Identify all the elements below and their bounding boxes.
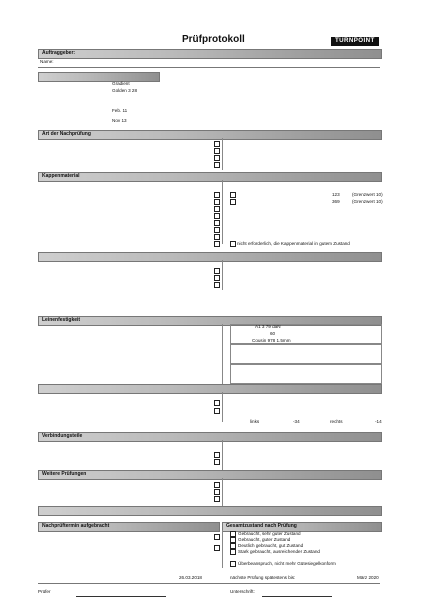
section-title: Nachprüftermin aufgebracht: [42, 522, 110, 529]
kappen-result-1: 123: [332, 192, 340, 197]
gesamt-cb-4[interactable]: [230, 549, 236, 555]
kappen-cb-5[interactable]: [214, 220, 220, 226]
section-title: Leinenfestigkeit: [42, 316, 81, 323]
section-title: Weitere Prüfungen: [42, 470, 87, 477]
section-title: Art der Nachprüfung: [42, 130, 91, 137]
model-value: Golden 3 28: [112, 88, 138, 93]
weitere-cb-2[interactable]: [214, 489, 220, 495]
kappen-cb-2[interactable]: [214, 199, 220, 205]
kappen-cb-8[interactable]: [214, 241, 220, 247]
section-art: [38, 130, 382, 140]
section-nachpruef: [38, 522, 220, 532]
kappen-cb-1[interactable]: [214, 192, 220, 198]
leinen-value-2: 60: [270, 331, 276, 336]
page-title: Prüfprotokoll: [182, 34, 245, 45]
geometrie-cb-1[interactable]: [214, 400, 220, 406]
nachpruef-nein-cb[interactable]: [214, 545, 220, 551]
leinen-cb-3[interactable]: [214, 282, 220, 288]
kappen-result-2: 369: [332, 199, 340, 204]
leinen-cb-1[interactable]: [214, 268, 220, 274]
leinen-value-1: A1 3 79 daN: [255, 324, 281, 329]
section-title: Auftraggeber:: [42, 49, 76, 56]
section-leinengeometrie: [38, 384, 382, 394]
date-value: Feb. 11: [112, 108, 128, 113]
measure-rechts-value: -14: [375, 419, 382, 424]
next-check-label: nächste Prüfung spätestens bis:: [230, 575, 296, 580]
gesamt-cb-6[interactable]: [230, 561, 236, 567]
section-weitere: [38, 470, 382, 480]
checkbox-periodische[interactable]: [214, 141, 220, 147]
pruefer-label: Prüfer: [38, 589, 51, 594]
next-check-value: März 2020: [357, 575, 379, 580]
checkbox-anweisungen[interactable]: [214, 162, 220, 168]
kappen-cb-3[interactable]: [214, 206, 220, 212]
gesamt-item-3: Deutlich gebraucht, gut Zustand: [238, 543, 304, 548]
weitere-cb-1[interactable]: [214, 482, 220, 488]
brand-logo: TURNPOINT: [331, 37, 379, 46]
kappen-cb-6[interactable]: [214, 227, 220, 233]
section-leinenmaterial: [38, 252, 382, 262]
measure-rechts-label: rechts: [330, 419, 343, 424]
section-auftraggeber: [38, 49, 382, 59]
geometrie-cb-2[interactable]: [214, 408, 220, 414]
verbindung-cb-2[interactable]: [214, 459, 220, 465]
gesamt-item-4: Stark gebraucht, ausreichender Zustand: [238, 549, 320, 554]
gesamt-item-6: Überbeanspruch, nicht mehr Gütesiegelkonform: [238, 561, 336, 566]
section-title: Kappenmaterial: [42, 172, 80, 179]
kappen-note-cb[interactable]: [230, 241, 236, 247]
last-check-value: Nov 13: [112, 118, 127, 123]
leinen-value-3: Cousin 978 1.5mm: [252, 338, 291, 343]
section-instandsetzung: [38, 506, 382, 516]
nachpruef-ja-cb[interactable]: [214, 534, 220, 540]
verbindung-cb-1[interactable]: [214, 452, 220, 458]
signature-label: Unterschrift:: [230, 589, 255, 594]
checkbox-gutachten[interactable]: [214, 155, 220, 161]
client-name-label: Name:: [40, 59, 54, 64]
section-title: Gesamtzustand nach Prüfung: [226, 522, 297, 529]
section-title: Verbindungsteile: [42, 432, 83, 439]
manufacturer-value: Gradient: [112, 81, 130, 86]
pruefdatum-value: 26.03.2018: [179, 575, 202, 580]
section-device: [38, 72, 160, 82]
weitere-cb-3[interactable]: [214, 496, 220, 502]
checkbox-vorgezogene[interactable]: [214, 148, 220, 154]
measure-links-label: links: [250, 419, 260, 424]
kappen-result-cb-1[interactable]: [230, 192, 236, 198]
kappen-limit-1: (Grenzwert 10): [352, 192, 383, 197]
kappen-limit-2: (Grenzwert 10): [352, 199, 383, 204]
section-verbindungsteile: [38, 432, 382, 442]
section-kappenmaterial: [38, 172, 382, 182]
kappen-cb-7[interactable]: [214, 234, 220, 240]
gesamt-item-2: Gebraucht, guter Zustand: [238, 537, 291, 542]
measure-links-value: -34: [293, 419, 300, 424]
kappen-note: nicht erforderlich, die Kappenmaterial in gutem Zustand: [237, 241, 350, 246]
leinen-cb-2[interactable]: [214, 275, 220, 281]
kappen-result-cb-2[interactable]: [230, 199, 236, 205]
kappen-cb-4[interactable]: [214, 213, 220, 219]
gesamt-item-1: Gebraucht, sehr guter Zustand: [238, 531, 301, 536]
